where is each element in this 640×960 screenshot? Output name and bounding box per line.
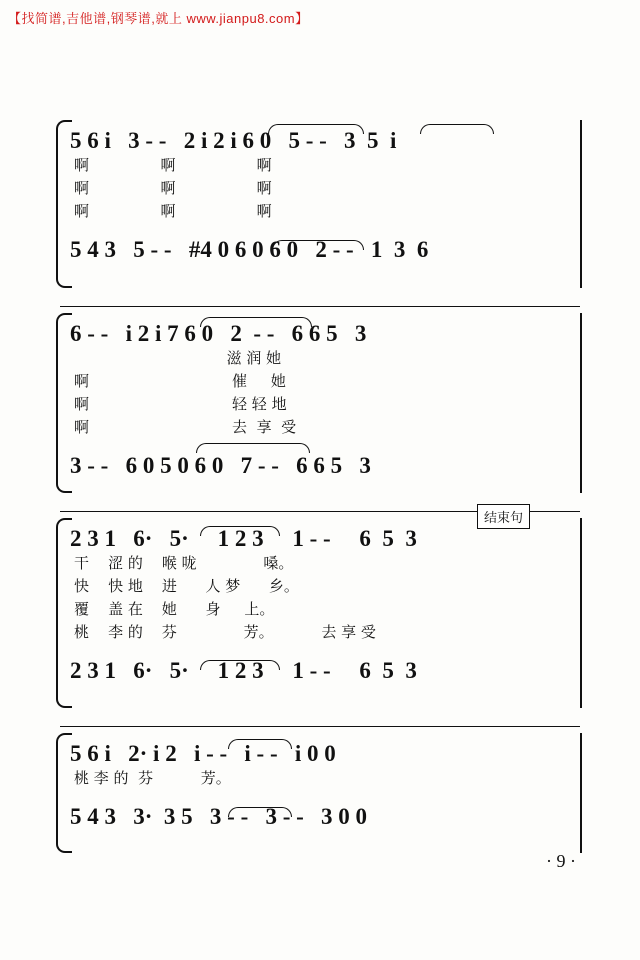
end-phrase-label: 结束句 xyxy=(477,504,530,529)
system-2 xyxy=(0,313,640,493)
system-barline xyxy=(580,120,582,288)
melody-line-top: 6 - - i 2 i 7 6 0 2 - - 6 6 5 3 xyxy=(70,321,367,346)
lyric-line-4: 啊 去 享 受 xyxy=(74,418,297,436)
lyric-line-1: 啊 啊 啊 xyxy=(74,156,272,174)
lyric-line-1: 桃 李 的 芬 芳。 xyxy=(74,769,231,787)
melody-line-bottom: 5 4 3 5 - - #4 0 6 0 6 0 2 - - 1 3 6 xyxy=(70,237,429,262)
phrase-slur xyxy=(228,807,292,817)
melody-line-bottom: 5 4 3 3· 3 5 3 - - 3 - - 3 0 0 xyxy=(70,804,368,829)
phrase-slur xyxy=(200,660,280,670)
system-barline xyxy=(580,313,582,493)
lyric-line-2: 快 快 地 进 人 梦 乡。 xyxy=(74,577,299,595)
phrase-slur xyxy=(268,124,364,134)
system-brace xyxy=(56,733,72,853)
lyric-line-3: 啊 啊 啊 xyxy=(74,202,272,220)
phrase-slur xyxy=(200,526,280,536)
lyric-line-4: 桃 李 的 芬 芳。 去 享 受 xyxy=(74,623,376,641)
system-4 xyxy=(0,733,640,853)
system-divider xyxy=(60,726,580,727)
system-brace xyxy=(56,518,72,708)
melody-line-top: 5 6 i 3 - - 2 i 2 i 6 0 5 - - 3 5 i xyxy=(70,128,397,153)
lyric-line-2: 啊 催 她 xyxy=(74,372,286,390)
system-1 xyxy=(0,120,640,288)
site-watermark: 【找简谱,吉他谱,钢琴谱,就上 www.jianpu8.com】 xyxy=(8,11,309,26)
phrase-slur xyxy=(200,317,312,327)
phrase-slur xyxy=(420,124,494,134)
system-barline xyxy=(580,518,582,708)
melody-line-bottom: 2 3 1 6· 5· 1 2 3 1 - - 6 5 3 xyxy=(70,658,417,683)
melody-line-bottom: 3 - - 6 0 5 0 6 0 7 - - 6 6 5 3 xyxy=(70,453,371,478)
lyric-line-1: 干 涩 的 喉 咙 嗓。 xyxy=(74,554,294,572)
phrase-slur xyxy=(196,443,310,453)
page-number: · 9 · xyxy=(546,851,576,871)
lyric-line-2: 啊 啊 啊 xyxy=(74,179,272,197)
system-brace xyxy=(56,120,72,288)
phrase-slur xyxy=(272,240,364,250)
system-barline xyxy=(580,733,582,853)
system-divider xyxy=(60,306,580,307)
system-brace xyxy=(56,313,72,493)
melody-line-top: 2 3 1 6· 5· 1 2 3 1 - - 6 5 3 xyxy=(70,526,417,551)
lyric-line-1: 滋 润 她 xyxy=(74,349,282,367)
system-3 xyxy=(0,511,640,708)
lyric-line-3: 覆 盖 在 她 身 上。 xyxy=(74,600,275,618)
music-sheet xyxy=(0,120,640,871)
phrase-slur xyxy=(228,739,292,749)
lyric-line-3: 啊 轻 轻 地 xyxy=(74,395,287,413)
melody-line-top: 5 6 i 2· i 2 i - - i - - i 0 0 xyxy=(70,741,336,766)
